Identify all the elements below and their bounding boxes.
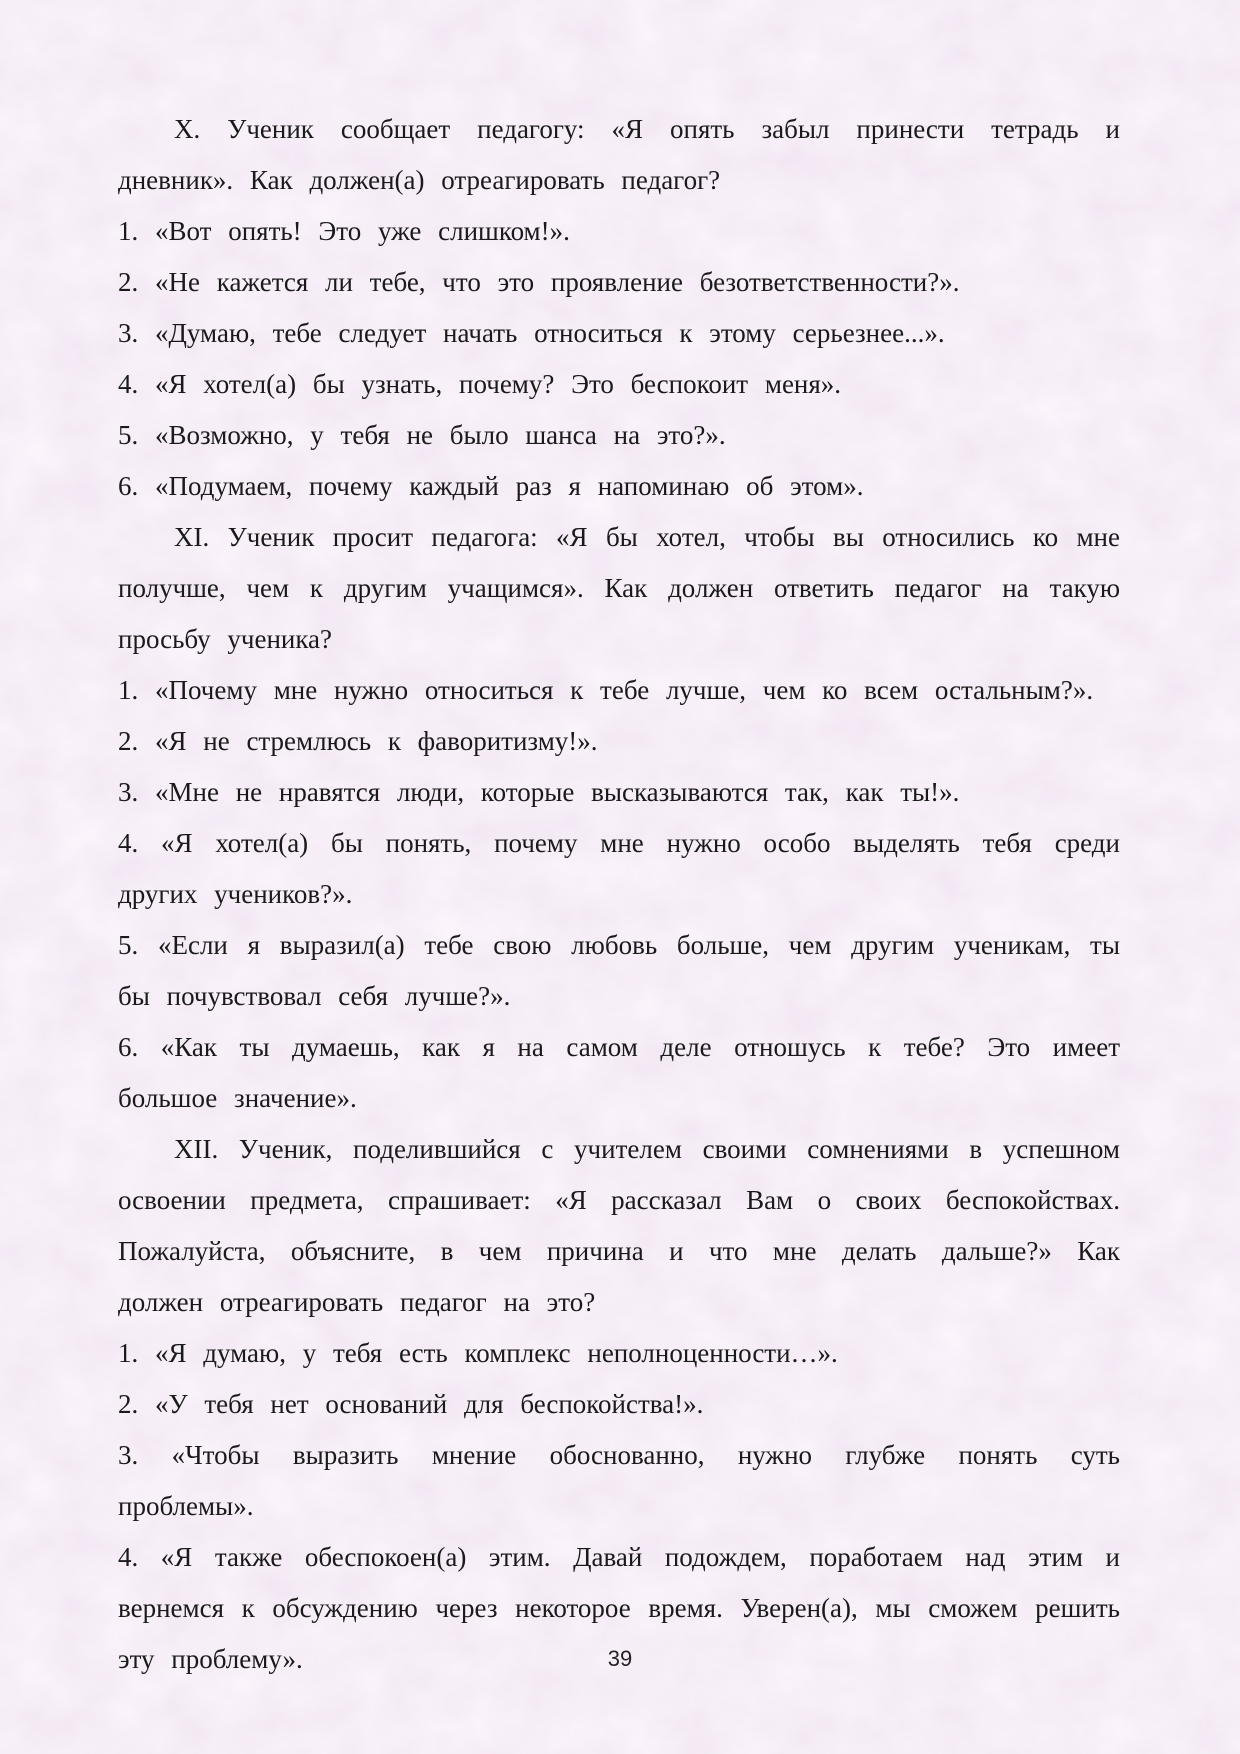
- question-x-option-1: 1. «Вот опять! Это уже слишком!».: [118, 216, 570, 246]
- question-x-option-5: 5. «Возможно, у тебя не было шанса на это?».: [118, 420, 726, 450]
- question-x-option-4: 4. «Я хотел(а) бы узнать, почему? Это беспокоит меня».: [118, 369, 842, 399]
- question-xi-option-5: 5. «Если я выразил(а) тебе свою любовь больше, чем другим ученикам, ты бы почувствовал себя лучше?».: [118, 930, 1120, 1011]
- question-xii-option-2: 2. «У тебя нет оснований для беспокойства!».: [118, 1389, 704, 1419]
- question-x-option-2: 2. «Не кажется ли тебе, что это проявление безответственности?».: [118, 267, 960, 297]
- question-xii-option-1: 1. «Я думаю, у тебя есть комплекс неполноценности…».: [118, 1338, 838, 1368]
- question-xi-option-2: 2. «Я не стремлюсь к фаворитизму!».: [118, 726, 598, 756]
- question-xi-option-6: 6. «Как ты думаешь, как я на самом деле отношусь к тебе? Это имеет большое значение».: [118, 1032, 1120, 1113]
- question-xii-option-3: 3. «Чтобы выразить мнение обоснованно, нужно глубже понять суть проблемы».: [118, 1440, 1120, 1521]
- question-xii-option-4: 4. «Я также обеспокоен(а) этим. Давай подождем, поработаем над этим и вернемся к обсуждению через некоторое время. Уверен(а), мы сможем решить эту проблему».: [118, 1542, 1120, 1674]
- question-x-option-3: 3. «Думаю, тебе следует начать относиться к этому серьезнее...».: [118, 318, 945, 348]
- question-x-heading: X. Ученик сообщает педагогу: «Я опять забыл принести тетрадь и дневник». Как должен(а) отреагировать педагог?: [118, 114, 1120, 195]
- question-x-option-6: 6. «Подумаем, почему каждый раз я напоминаю об этом».: [118, 471, 864, 501]
- question-xii-heading: XII. Ученик, поделившийся с учителем своими сомнениями в успешном освоении предмета, спрашивает: «Я рассказал Вам о своих беспокойствах. Пожалуйста, объясните, в чем причина и что мне делать дальше?» Как должен отреагировать педагог на это?: [118, 1134, 1120, 1317]
- page-number: 39: [607, 1646, 633, 1671]
- page-content: [118, 0, 1120, 1685]
- question-xi-heading: XI. Ученик просит педагога: «Я бы хотел, чтобы вы относились ко мне получше, чем к другим учащимся». Как должен ответить педагог на такую просьбу ученика?: [118, 522, 1120, 654]
- question-xi-option-1: 1. «Почему мне нужно относиться к тебе лучше, чем ко всем остальным?».: [118, 675, 1094, 705]
- question-xi-option-3: 3. «Мне не нравятся люди, которые высказываются так, как ты!».: [118, 777, 960, 807]
- question-xi-option-4: 4. «Я хотел(а) бы понять, почему мне нужно особо выделять тебя среди других учеников?».: [118, 828, 1120, 909]
